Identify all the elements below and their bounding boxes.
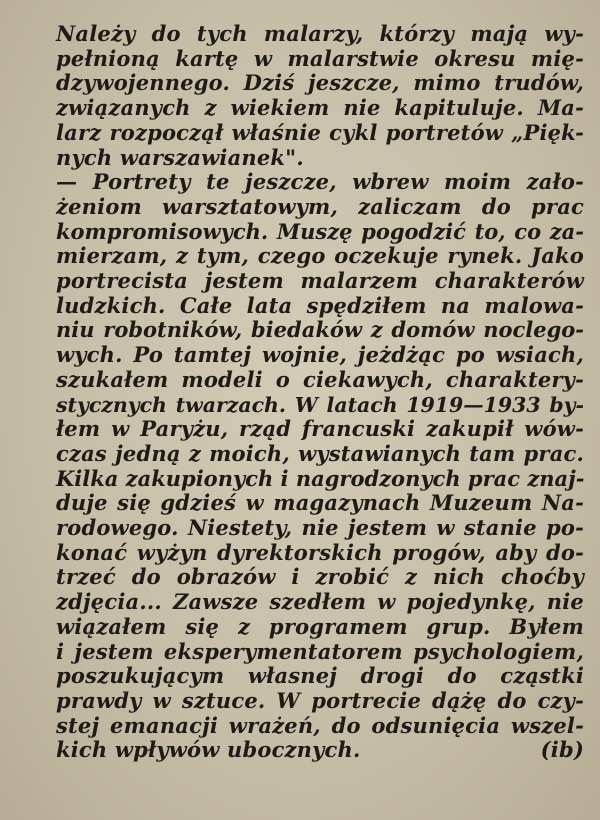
closing-line — [56, 738, 584, 763]
text-line: Kilka zakupionych i nagrodzonych prac znaj- — [56, 465, 585, 491]
text-line: związanych z wiekiem nie kapituluje. Ma- — [56, 95, 584, 121]
text-line: trzeć do obrazów i zrobić z nich choćby — [56, 564, 584, 590]
text-line: Należy do tych malarzy, którzy mają wy- — [56, 21, 584, 46]
text-line: portrecista jestem malarzem charakterów — [56, 268, 584, 294]
text-line: poszukującym własnej drogi do cząstki — [56, 663, 584, 689]
text-line: dzywojennego. Dziś jeszcze, mimo trudów, — [56, 70, 584, 96]
text-line: nych warszawianek". — [56, 144, 304, 170]
text-line: szukałem modeli o ciekawych, charaktery- — [56, 366, 584, 392]
text-line: zdjęcia... Zawsze szedłem w pojedynkę, nie — [56, 589, 584, 615]
text-line: stej emanacji wrażeń, do odsunięcia wszel- — [56, 712, 584, 738]
text-line: mierzam, z tym, czego oczekuje rynek. Jako — [56, 243, 584, 269]
text-line: rodowego. Niestety, nie jestem w stanie po- — [56, 515, 584, 541]
text-line: larz rozpoczął właśnie cykl portretów „Pięk- — [56, 119, 584, 145]
text-line: wiązałem się z programem grup. Byłem — [56, 613, 584, 639]
text-line: — Portrety te jeszcze, wbrew moim zało- — [56, 169, 584, 195]
quote-paragraph — [56, 170, 584, 763]
text-line: prawdy w sztuce. W portrecie dążę do czy- — [56, 687, 584, 713]
text-line: ludzkich. Całe lata spędziłem na malowa- — [56, 292, 584, 318]
text-line: kompromisowych. Muszę pogodzić to, co za- — [56, 218, 584, 244]
author-signature: (ib) — [540, 737, 584, 763]
text-line: konać wyżyn dyrektorskich progów, aby do- — [56, 539, 584, 565]
text-line: stycznych twarzach. W latach 1919—1933 by- — [56, 392, 584, 417]
text-line: wych. Po tamtej wojnie, jeżdżąc po wsiach, — [56, 342, 584, 368]
text-line: i jestem eksperymentatorem psychologiem, — [56, 638, 584, 664]
text-line: żeniom warsztatowym, zaliczam do prac — [56, 193, 584, 219]
text-line: duje się gdzieś w magazynach Muzeum Na- — [56, 490, 584, 516]
text-line: czas jedną z moich, wystawianych tam prac. — [56, 440, 584, 466]
text-line: niu robotników, biedaków z domów noclego- — [56, 317, 584, 343]
intro-paragraph — [56, 22, 584, 170]
text-line: łem w Paryżu, rząd francuski zakupił wów- — [56, 416, 584, 442]
text-line: pełnioną kartę w malarstwie okresu mię- — [56, 45, 584, 71]
last-text-line: kich wpływów ubocznych. — [56, 737, 361, 763]
